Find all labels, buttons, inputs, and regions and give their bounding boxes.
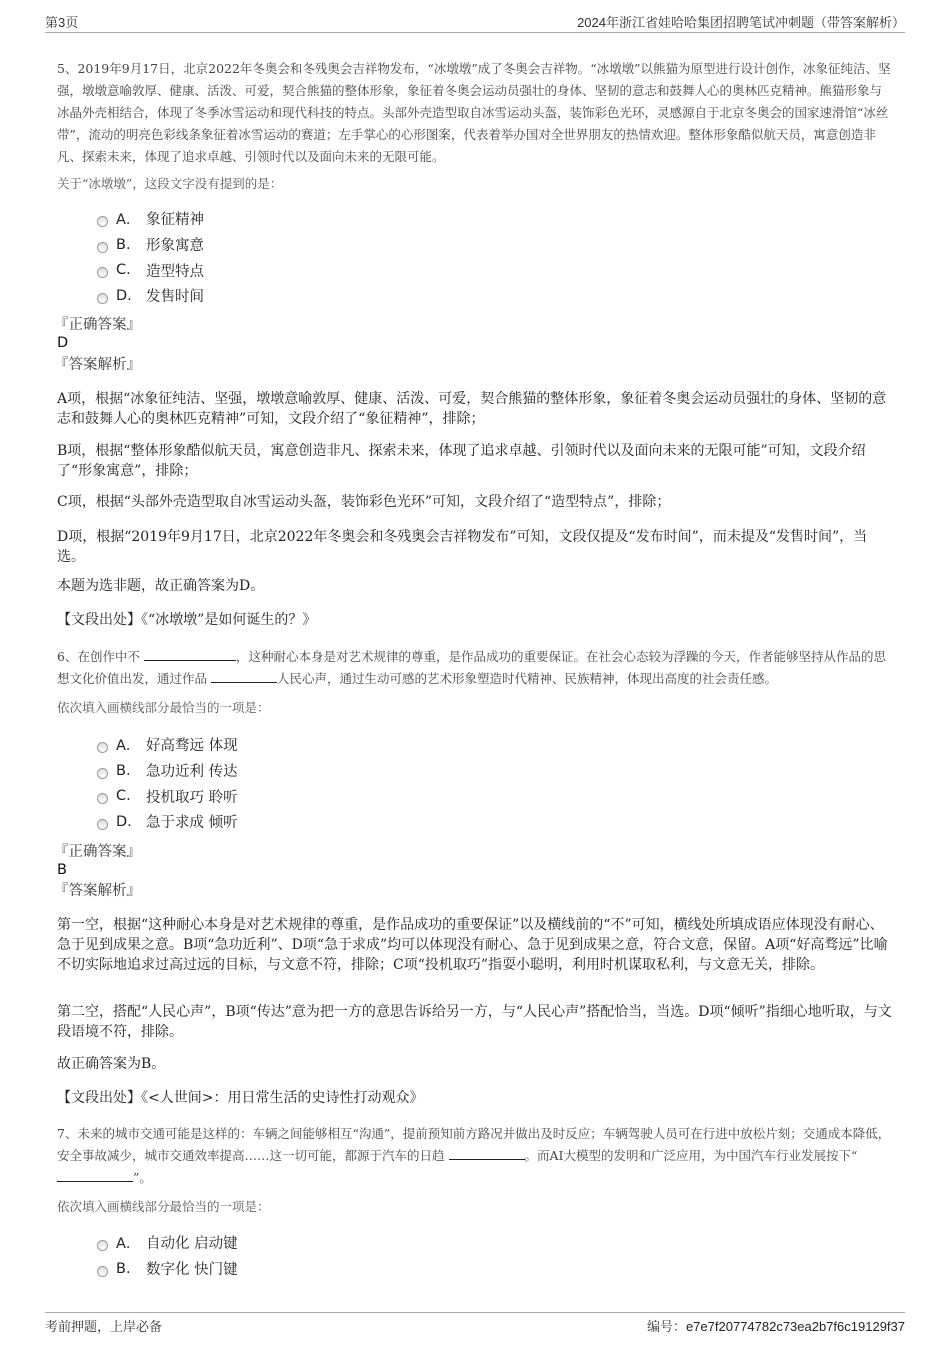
option-text: 投机取巧 聆听 bbox=[146, 789, 238, 806]
question-text: 人民心声，通过生动可感的艺术形象塑造时代精神、民族精神，体现出高度的社会责任感。 bbox=[277, 671, 778, 686]
option-text: 发售时间 bbox=[146, 289, 204, 306]
option-text: 自动化 启动键 bbox=[146, 1236, 238, 1253]
page-header bbox=[45, 12, 905, 33]
option-d[interactable] bbox=[97, 809, 238, 835]
footer-slogan: 考前押题，上岸必备 bbox=[45, 1319, 163, 1334]
option-b[interactable] bbox=[97, 232, 204, 258]
option-b[interactable] bbox=[97, 1256, 238, 1282]
question-number: 7、 bbox=[57, 1126, 78, 1141]
option-text: 数字化 快门键 bbox=[146, 1262, 238, 1279]
fill-blank bbox=[144, 648, 236, 661]
correct-answer-value: D bbox=[57, 335, 69, 351]
option-letter: C. bbox=[116, 262, 131, 279]
question-text: 未来的城市交通可能是这样的：车辆之间能够相互“沟通”，提前预知前方路况并做出及时反应；车辆驾驶人员可在行进中放松片刻；交通成本降低，安全事故减少，城市交通效率提高……这一切可能，都源于汽车的日趋 bbox=[57, 1126, 891, 1163]
option-text: 急功近利 传达 bbox=[146, 764, 238, 781]
question-6-prompt: 依次填入画横线部分最恰当的一项是： bbox=[57, 700, 270, 715]
analysis-paragraph: D项，根据“2019年9月17日，北京2022年冬奥会和冬残奥会吉祥物发布”可知，文段仅提及“发布时间”，而未提及“发售时间”，当选。 bbox=[57, 529, 868, 565]
question-text: 2019年9月17日，北京2022年冬奥会和冬残奥会吉祥物发布，“冰墩墩”成了冬奥会吉祥物。“冰墩墩”以熊猫为原型进行设计创作，冰象征纯洁、坚强，墩墩意喻敦厚、健康、活泼、可爱，契合熊猫的整体形象，象征着冬奥会运动员强壮的身体、坚韧的意志和鼓舞人心的奥林匹克精神。熊猫形象与冰晶外壳相结合，体现了冬季冰雪运动和现代科技的特点。头部外壳造型取自冰雪运动头盔，装饰彩色光环，灵感源自于北京冬奥会的国家速滑馆“冰丝带”，流动的明亮色彩线条象征着冰雪运动的赛道；左手掌心的心形图案，代表着举办国对全世界朋友的热情欢迎。整体形象酷似航天员，寓意创造非凡、探索未来，体现了追求卓越、引领时代以及面向未来的无限可能。 bbox=[57, 61, 891, 164]
fill-blank bbox=[57, 1169, 133, 1182]
radio-button[interactable] bbox=[97, 768, 108, 779]
option-a[interactable] bbox=[97, 732, 238, 758]
option-a[interactable] bbox=[97, 206, 204, 232]
question-5-stem bbox=[57, 58, 893, 168]
analysis-label: 『答案解析』 bbox=[54, 883, 141, 899]
question-7-prompt: 依次填入画横线部分最恰当的一项是： bbox=[57, 1199, 270, 1214]
analysis-conclusion: 故正确答案为B。 bbox=[57, 1056, 166, 1072]
analysis-paragraph: A项，根据“冰象征纯洁、坚强，墩墩意喻敦厚、健康、活泼、可爱，契合熊猫的整体形象，象征着冬奥会运动员强壮的身体、坚韧的意志和鼓舞人心的奥林匹克精神”可知，文段介绍了“象征精神”，排除； bbox=[57, 391, 887, 427]
correct-answer-value: B bbox=[57, 862, 67, 878]
source-citation: 【文段出处】《<人世间>：用日常生活的史诗性打动观众》 bbox=[57, 1090, 424, 1106]
option-letter: A． bbox=[116, 738, 141, 755]
analysis-paragraph: C项，根据“头部外壳造型取自冰雪运动头盔，装饰彩色光环”可知，文段介绍了“造型特点”，排除； bbox=[57, 494, 671, 510]
option-d[interactable] bbox=[97, 283, 204, 309]
option-c[interactable] bbox=[97, 257, 204, 283]
document-code bbox=[647, 1316, 905, 1335]
option-a[interactable] bbox=[97, 1230, 238, 1256]
radio-button[interactable] bbox=[97, 267, 108, 278]
question-5-options bbox=[97, 206, 204, 309]
document-title: 2024年浙江省娃哈哈集团招聘笔试冲刺题（带答案解析） bbox=[577, 15, 905, 30]
option-letter: A． bbox=[116, 1236, 141, 1253]
code-label: 编号： bbox=[646, 1319, 686, 1334]
analysis-paragraph: B项，根据“整体形象酷似航天员，寓意创造非凡、探索未来，体现了追求卓越、引领时代以及面向未来的无限可能”可知，文段介绍了“形象寓意”，排除； bbox=[57, 443, 866, 479]
radio-button[interactable] bbox=[97, 242, 108, 253]
option-letter: B. bbox=[116, 762, 131, 779]
option-text: 好高骛远 体现 bbox=[146, 738, 238, 755]
option-text: 象征精神 bbox=[146, 212, 204, 229]
page-number: 第3页 bbox=[45, 15, 79, 30]
radio-button[interactable] bbox=[97, 1240, 108, 1251]
fill-blank bbox=[211, 670, 277, 683]
option-text: 急于求成 倾听 bbox=[146, 815, 238, 832]
option-b[interactable] bbox=[97, 758, 238, 784]
source-citation: 【文段出处】《“冰墩墩”是如何诞生的？》 bbox=[57, 612, 317, 628]
question-5-prompt: 关于“冰墩墩”，这段文字没有提到的是： bbox=[57, 176, 283, 191]
question-text: 。而AI大模型的发明和广泛应用，为中国汽车行业发展按下“ bbox=[524, 1148, 858, 1163]
page-footer bbox=[45, 1312, 905, 1335]
question-text: ，这种耐心本身是对艺术规律的尊重，是作品成功的重要保证。在社会心态较为浮躁的今天，作者能够坚持从作品的思想文化价值出发，通过作品 bbox=[57, 649, 886, 686]
question-6-stem bbox=[57, 646, 893, 690]
correct-answer-label: 『正确答案』 bbox=[54, 317, 141, 333]
option-letter: B. bbox=[116, 1260, 131, 1277]
option-text: 形象寓意 bbox=[146, 238, 204, 255]
question-text: 在创作中不 bbox=[77, 649, 140, 664]
question-text: ”。 bbox=[133, 1170, 152, 1185]
radio-button[interactable] bbox=[97, 293, 108, 304]
option-letter: A． bbox=[116, 212, 141, 229]
radio-button[interactable] bbox=[97, 1266, 108, 1277]
question-7-options bbox=[97, 1230, 238, 1281]
fill-blank bbox=[449, 1147, 525, 1160]
option-letter: B. bbox=[116, 236, 131, 253]
radio-button[interactable] bbox=[97, 742, 108, 753]
question-number: 5、 bbox=[57, 61, 78, 76]
option-letter: D. bbox=[116, 813, 132, 830]
question-6-options bbox=[97, 732, 238, 835]
analysis-paragraph: 第二空，搭配“人民心声”，B项“传达”意为把一方的意思告诉给另一方，与“人民心声”搭配恰当，当选。D项“倾听”指细心地听取，与文段语境不符，排除。 bbox=[57, 1004, 892, 1040]
analysis-conclusion: 本题为选非题，故正确答案为D。 bbox=[57, 578, 265, 594]
radio-button[interactable] bbox=[97, 819, 108, 830]
question-number: 6、 bbox=[57, 649, 78, 664]
option-letter: C. bbox=[116, 788, 131, 805]
analysis-paragraph: 第一空，根据“这种耐心本身是对艺术规律的尊重，是作品成功的重要保证”以及横线前的“不”可知，横线处所填成语应体现没有耐心、急于见到成果之意。B项“急功近利”、D项“急于求成”均可以体现没有耐心、急于见到成果之意，符合文意，保留。A项“好高骛远”比喻不切实际地追求过高过远的目标，与文意不符，排除；C项“投机取巧”指耍小聪明，利用时机谋取私利，与文意无关，排除。 bbox=[57, 917, 888, 973]
option-c[interactable] bbox=[97, 783, 238, 809]
option-text: 造型特点 bbox=[146, 263, 204, 280]
code-value: e7e7f20774782c73ea2b7f6c19129f37 bbox=[685, 1319, 905, 1334]
analysis-label: 『答案解析』 bbox=[54, 357, 141, 373]
correct-answer-label: 『正确答案』 bbox=[54, 844, 141, 860]
radio-button[interactable] bbox=[97, 793, 108, 804]
radio-button[interactable] bbox=[97, 216, 108, 227]
question-7-stem bbox=[57, 1123, 893, 1189]
option-letter: D. bbox=[116, 287, 132, 304]
